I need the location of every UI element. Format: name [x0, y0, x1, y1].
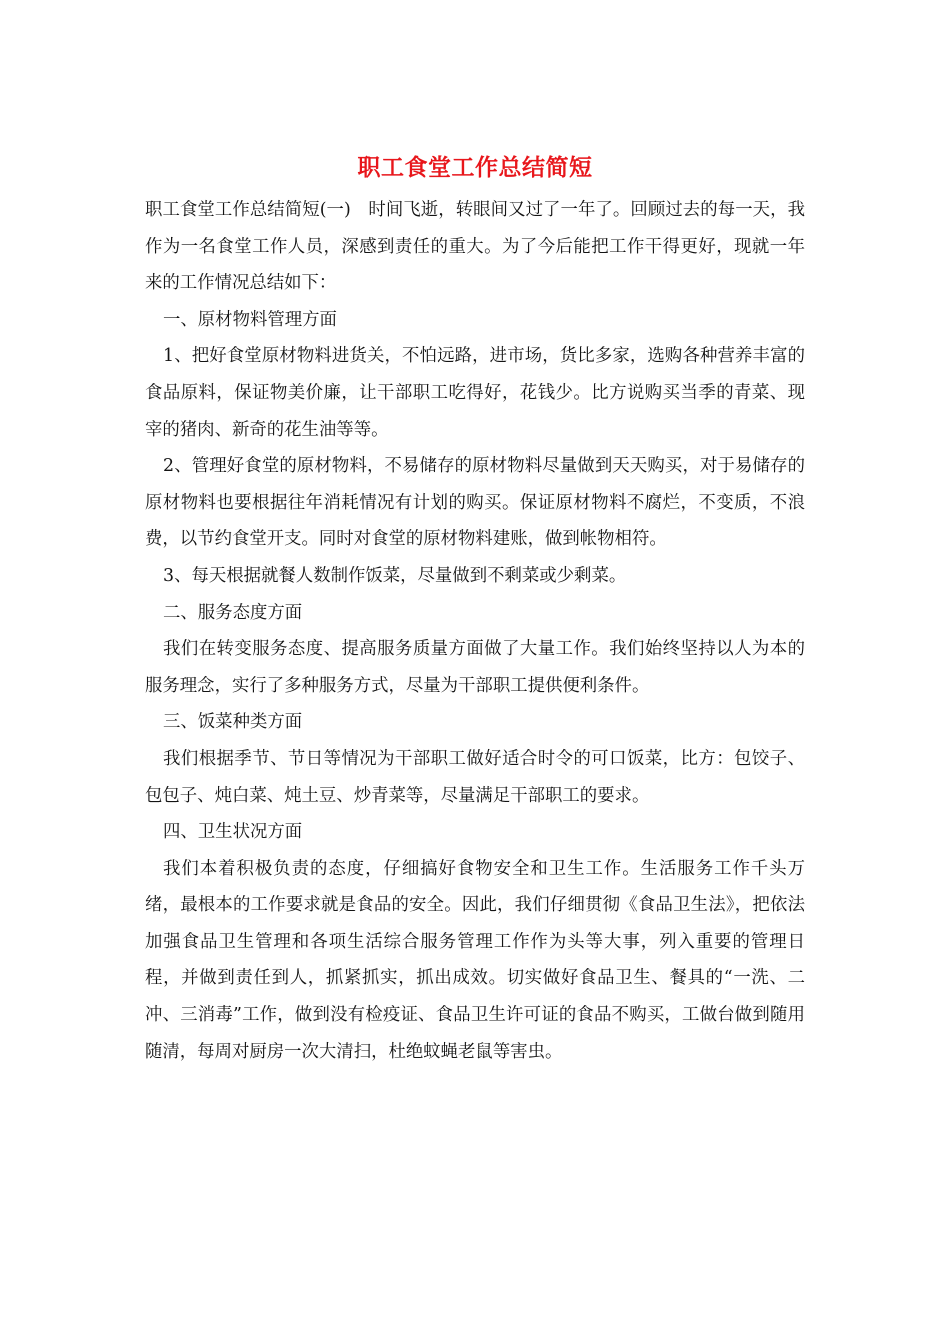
document-title: 职工食堂工作总结简短: [357, 154, 593, 181]
section-heading-materials: 一、原材物料管理方面: [163, 309, 337, 330]
materials-item-1: 1、把好食堂原材物料进货关，不怕远路，进市场，货比多家，选购各种营养丰富的食品原料，保证物美价廉，让干部职工吃得好，花钱少。比方说购买当季的青菜、现宰的猪肉、新奇的花生油等等。: [145, 346, 805, 440]
service-paragraph: 我们在转变服务态度、提高服务质量方面做了大量工作。我们始终坚持以人为本的服务理念，实行了多种服务方式，尽量为干部职工提供便利条件。: [145, 639, 805, 696]
document-body: [145, 192, 805, 1070]
materials-item-3: 3、每天根据就餐人数制作饭菜，尽量做到不剩菜或少剩菜。: [163, 565, 627, 586]
hygiene-paragraph: 我们本着积极负责的态度，仔细搞好食物安全和卫生工作。生活服务工作千头万绪，最根本的工作要求就是食品的安全。因此，我们仔细贯彻《食品卫生法》，把依法加强食品卫生管理和各项生活综合服务管理工作作为头等大事，列入重要的管理日程，并做到责任到人，抓紧抓实，抓出成效。切实做好食品卫生、餐具的“一洗、二冲、三消毒”工作，做到没有检疫证、食品卫生许可证的食品不购买，工做台做到随用随清，每周对厨房一次大清扫，杜绝蚊蝇老鼠等害虫。: [145, 858, 805, 1062]
section-heading-service: 二、服务态度方面: [163, 602, 303, 623]
section-heading-hygiene: 四、卫生状况方面: [163, 822, 303, 843]
intro-paragraph: 职工食堂工作总结简短(一) 时间飞逝，转眼间又过了一年了。回顾过去的每一天，我作为一名食堂工作人员，深感到责任的重大。为了今后能把工作干得更好，现就一年来的工作情况总结如下：: [145, 200, 805, 294]
dishes-paragraph: 我们根据季节、节日等情况为干部职工做好适合时令的可口饭菜，比方：包饺子、包包子、炖白菜、炖土豆、炒青菜等，尽量满足干部职工的要求。: [145, 748, 805, 806]
section-heading-dishes: 三、饭菜种类方面: [163, 712, 303, 733]
materials-item-2: 2、管理好食堂的原材物料，不易储存的原材物料尽量做到天天购买，对于易储存的原材物料也要根据往年消耗情况有计划的购买。保证原材物料不腐烂，不变质，不浪费，以节约食堂开支。同时对食堂的原材物料建账，做到帐物相符。: [145, 456, 805, 550]
